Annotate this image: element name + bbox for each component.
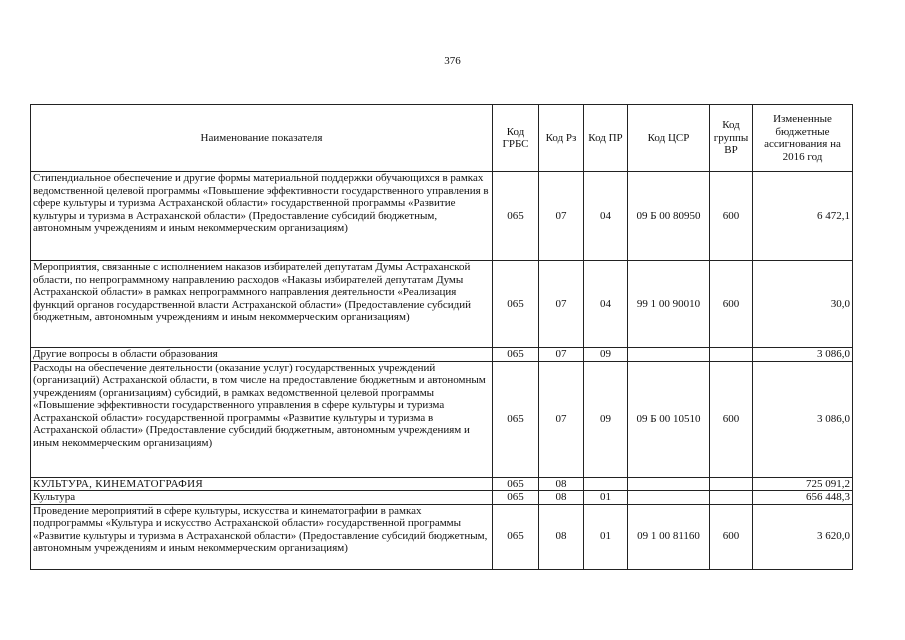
table-row xyxy=(31,477,853,491)
row-pr: 01 xyxy=(584,491,628,505)
row-csr: 09 Б 00 10510 xyxy=(628,361,710,477)
row-csr xyxy=(628,348,710,362)
row-name: Мероприятия, связанные с исполнением наказов избирателей депутатам Думы Астраханской области, по непрограммному направлению расходов «Наказы избирателей депутатам Думы Астраханской области» в рамках непрограммного направления деятельности «Реализация функций органов государственной власти Астраханской области» (Предоставление субсидий бюджетным, автономным учреждениям и иным некоммерческим организациям) xyxy=(31,261,493,348)
row-pr: 09 xyxy=(584,361,628,477)
row-vr: 600 xyxy=(710,261,753,348)
row-amount: 3 086,0 xyxy=(753,348,853,362)
table-row xyxy=(31,261,853,348)
row-pr: 01 xyxy=(584,504,628,569)
row-pr: 09 xyxy=(584,348,628,362)
table-row xyxy=(31,491,853,505)
row-grbs: 065 xyxy=(493,504,539,569)
table-header-row xyxy=(31,105,853,172)
table-row xyxy=(31,361,853,477)
row-amount: 30,0 xyxy=(753,261,853,348)
table-row xyxy=(31,348,853,362)
row-rz: 07 xyxy=(539,348,584,362)
row-pr xyxy=(584,477,628,491)
row-csr: 09 Б 00 80950 xyxy=(628,172,710,261)
row-csr xyxy=(628,491,710,505)
row-vr: 600 xyxy=(710,172,753,261)
table-row xyxy=(31,172,853,261)
row-rz: 07 xyxy=(539,172,584,261)
row-name: Другие вопросы в области образования xyxy=(31,348,493,362)
row-amount: 725 091,2 xyxy=(753,477,853,491)
row-name: Расходы на обеспечение деятельности (оказание услуг) государственных учреждений (организаций) Астраханской области, в том числе на предоставление бюджетным и автономным учреждениям (организациям) субсидий, в рамках ведомственной целевой программы «Повышение эффективности государственного управления в сфере культуры и туризма Астраханской области» государственной программы «Развитие культуры и туризма в Астраханской области» (Предоставление субсидий бюджетным, автономным учреждениям и иным некоммерческим организациям) xyxy=(31,361,493,477)
header-rz: Код Рз xyxy=(539,105,584,172)
row-name: Культура xyxy=(31,491,493,505)
header-amount: Измененные бюджетные ассигнования на 2016 год xyxy=(753,105,853,172)
budget-table xyxy=(30,104,853,570)
row-vr xyxy=(710,491,753,505)
page-number: 376 xyxy=(444,55,461,67)
row-csr xyxy=(628,477,710,491)
row-grbs: 065 xyxy=(493,348,539,362)
table-row xyxy=(31,504,853,569)
header-grbs: Код ГРБС xyxy=(493,105,539,172)
row-vr: 600 xyxy=(710,361,753,477)
row-vr xyxy=(710,477,753,491)
row-vr xyxy=(710,348,753,362)
header-pr: Код ПР xyxy=(584,105,628,172)
row-rz: 08 xyxy=(539,504,584,569)
row-grbs: 065 xyxy=(493,361,539,477)
row-csr: 99 1 00 90010 xyxy=(628,261,710,348)
row-amount: 656 448,3 xyxy=(753,491,853,505)
header-vr: Код группы ВР xyxy=(710,105,753,172)
row-vr: 600 xyxy=(710,504,753,569)
row-amount: 3 086,0 xyxy=(753,361,853,477)
row-name: Стипендиальное обеспечение и другие формы материальной поддержки обучающихся в рамках ведомственной целевой программы «Повышение эффективности государственного управления в сфере культуры и туризма Астраханской области» государственной программы «Развитие культуры и туризма в Астраханской области» (Предоставление субсидий бюджетным, автономным учреждениям и иным некоммерческим организациям) xyxy=(31,172,493,261)
row-amount: 3 620,0 xyxy=(753,504,853,569)
header-name: Наименование показателя xyxy=(31,105,493,172)
row-rz: 07 xyxy=(539,261,584,348)
row-amount: 6 472,1 xyxy=(753,172,853,261)
header-csr: Код ЦСР xyxy=(628,105,710,172)
row-grbs: 065 xyxy=(493,477,539,491)
row-pr: 04 xyxy=(584,261,628,348)
row-rz: 08 xyxy=(539,491,584,505)
row-grbs: 065 xyxy=(493,172,539,261)
row-grbs: 065 xyxy=(493,491,539,505)
row-csr: 09 1 00 81160 xyxy=(628,504,710,569)
row-grbs: 065 xyxy=(493,261,539,348)
row-name: КУЛЬТУРА, КИНЕМАТОГРАФИЯ xyxy=(31,477,493,491)
row-rz: 08 xyxy=(539,477,584,491)
row-pr: 04 xyxy=(584,172,628,261)
row-name: Проведение мероприятий в сфере культуры, искусства и кинематографии в рамках подпрограммы «Культура и искусство Астраханской области» государственной программы «Развитие культуры и туризма в Астраханской области» (Предоставление субсидий бюджетным, автономным учреждениям и иным некоммерческим организациям) xyxy=(31,504,493,569)
row-rz: 07 xyxy=(539,361,584,477)
